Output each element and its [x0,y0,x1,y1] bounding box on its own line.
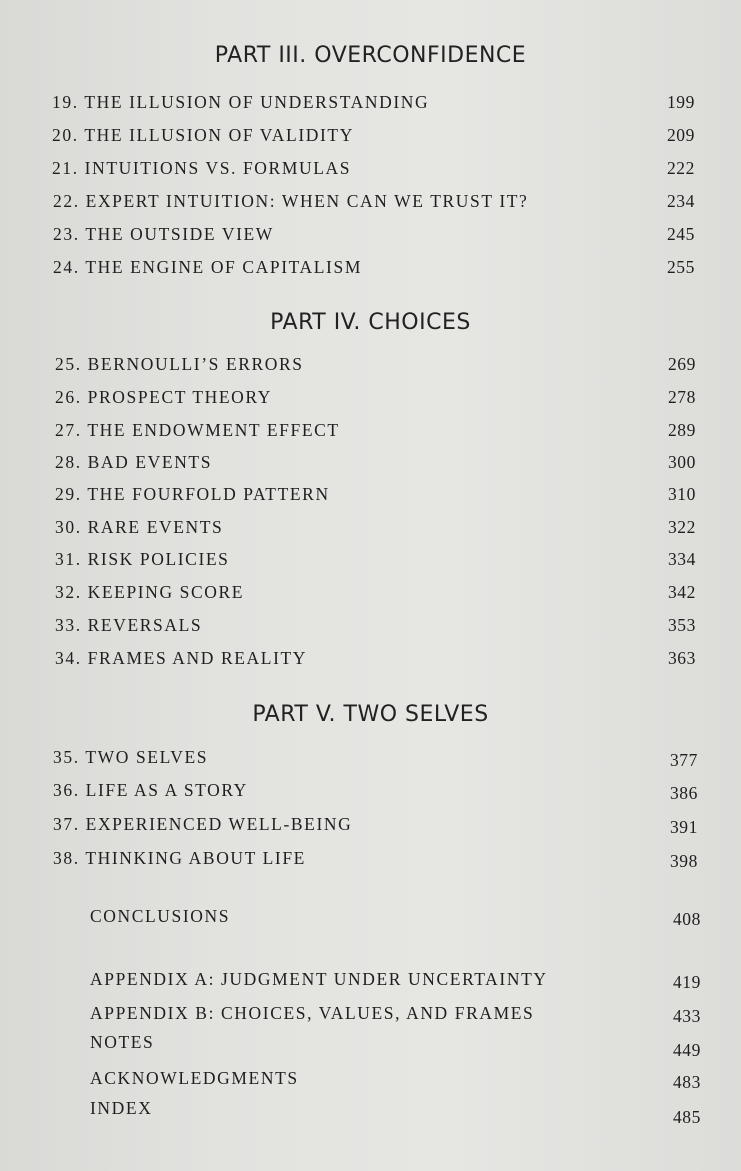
toc-entry-appendix-b [90,1003,701,1027]
page-number: 449 [672,1040,701,1060]
chapter-title: 21. INTUITIONS VS. FORMULAS [52,158,352,178]
toc-entry-appendix-a [90,969,701,993]
chapter-title: 23. THE OUTSIDE VIEW [53,224,274,244]
chapter-title: 24. THE ENGINE OF CAPITALISM [53,257,362,277]
toc-entry [53,848,698,872]
chapter-title: 29. THE FOURFOLD PATTERN [55,484,330,504]
page-number: 377 [669,750,698,770]
page-number: 419 [672,972,701,992]
page-number: 245 [666,224,695,244]
page-number: 408 [672,909,701,929]
chapter-title: 31. RISK POLICIES [55,549,230,569]
toc-entry [55,549,696,573]
page-number: 199 [666,92,695,112]
page-number: 433 [672,1006,701,1026]
part-3-heading: PART III. OVERCONFIDENCE [214,43,527,68]
page-number: 398 [669,851,698,871]
chapter-title: 36. LIFE AS A STORY [53,780,248,800]
toc-entry [55,354,696,378]
toc-entry [53,224,695,248]
chapter-title: 26. PROSPECT THEORY [55,387,272,407]
page-number: 322 [667,517,696,537]
toc-entry [52,92,695,116]
toc-entry [55,484,696,508]
toc-entry [52,125,695,149]
chapter-title: 25. BERNOULLI’S ERRORS [55,354,304,374]
toc-entry-acknowledgments [90,1068,701,1092]
part-5-heading: PART V. TWO SELVES [252,702,489,727]
chapter-title: 28. BAD EVENTS [55,452,213,472]
section-title: NOTES [90,1032,155,1052]
page-number: 278 [667,387,696,407]
page-number: 300 [667,452,696,472]
page-number: 342 [667,582,696,602]
page-number: 222 [666,158,695,178]
page-number: 255 [666,257,695,277]
section-title: APPENDIX B: CHOICES, VALUES, AND FRAMES [90,1003,535,1023]
toc-entry [55,582,696,606]
toc-entry [53,191,695,215]
page-number: 234 [666,191,695,211]
section-title: APPENDIX A: JUDGMENT UNDER UNCERTAINTY [90,969,548,989]
toc-entry [52,158,695,182]
chapter-title: 32. KEEPING SCORE [55,582,245,602]
page-number: 386 [669,783,698,803]
chapter-title: 27. THE ENDOWMENT EFFECT [55,420,340,440]
page-number: 289 [667,420,696,440]
chapter-title: 30. RARE EVENTS [55,517,224,537]
toc-entry [55,648,696,672]
page-number: 485 [672,1107,701,1127]
toc-entry [55,615,696,639]
chapter-title: 34. FRAMES AND REALITY [55,648,308,668]
page-number: 310 [667,484,696,504]
toc-entry [55,420,696,444]
toc-entry [55,452,696,476]
toc-entry-notes [90,1032,701,1060]
page-number: 363 [667,648,696,668]
chapter-title: 22. EXPERT INTUITION: WHEN CAN WE TRUST IT? [53,191,529,211]
toc-entry [53,780,698,804]
page-number: 353 [667,615,696,635]
toc-entry [53,814,698,838]
page-number: 391 [669,817,698,837]
page-number: 269 [667,354,696,374]
section-title: ACKNOWLEDGMENTS [90,1068,299,1088]
page-number: 209 [666,125,695,145]
chapter-title: 33. REVERSALS [55,615,203,635]
section-title: CONCLUSIONS [90,906,231,926]
chapter-title: 20. THE ILLUSION OF VALIDITY [52,125,354,145]
page-number: 334 [667,549,696,569]
toc-entry [55,387,696,411]
toc-entry-index [90,1098,701,1127]
section-title: INDEX [90,1098,153,1118]
toc-entry-conclusions [90,906,701,930]
page-number: 483 [672,1072,701,1092]
chapter-title: 38. THINKING ABOUT LIFE [53,848,306,868]
chapter-title: 37. EXPERIENCED WELL-BEING [53,814,353,834]
chapter-title: 19. THE ILLUSION OF UNDERSTANDING [52,92,430,112]
toc-entry [53,257,695,281]
toc-entry [53,747,698,771]
toc-entry [55,517,696,541]
chapter-title: 35. TWO SELVES [53,747,209,767]
part-4-heading: PART IV. CHOICES [270,310,471,335]
